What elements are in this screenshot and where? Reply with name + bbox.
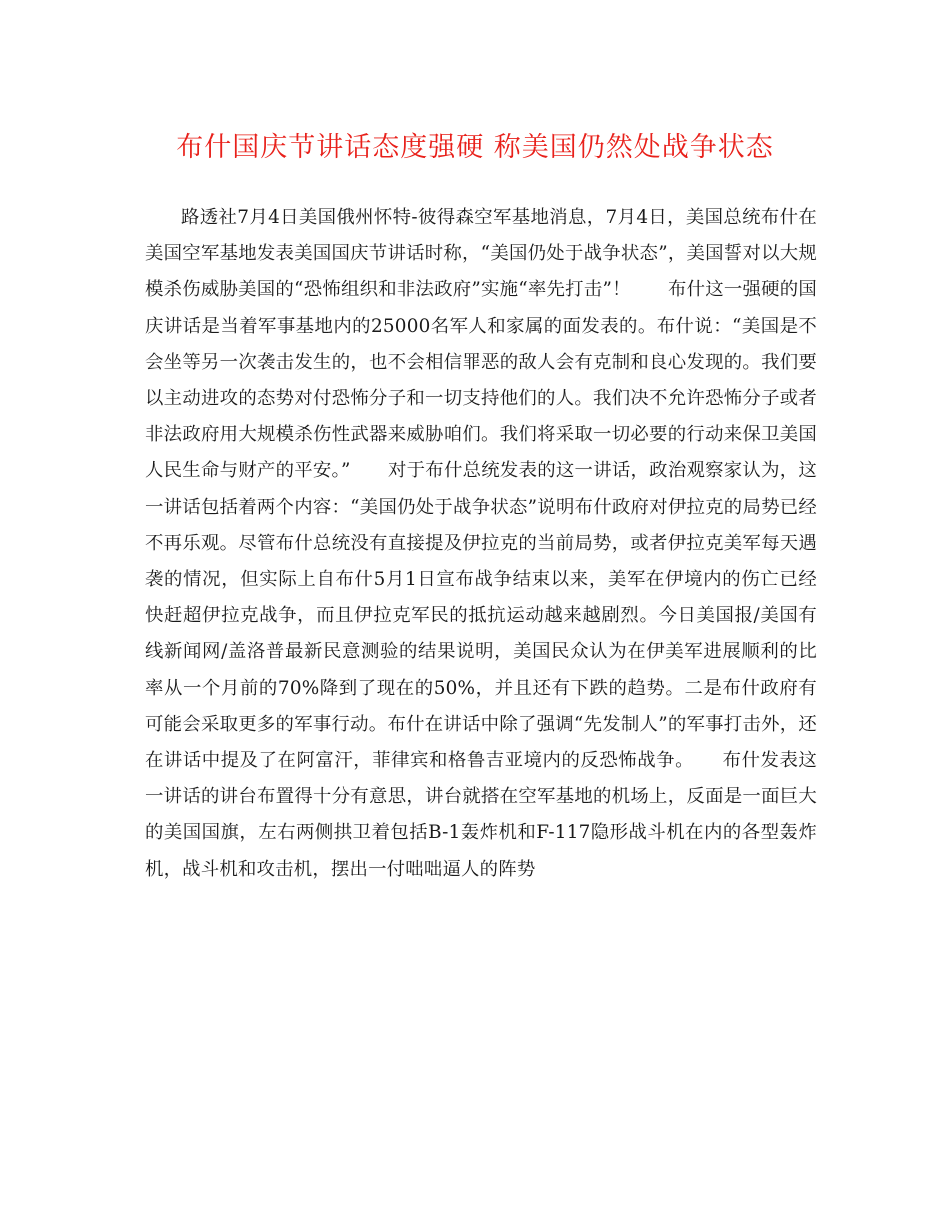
- article-body: 路透社7月4日美国俄州怀特-彼得森空军基地消息，7月4日，美国总统布什在美国空军基地发表美国国庆节讲话时称，“美国仍处于战争状态”，美国誓对以大规模杀伤威胁美国的“恐怖组织和非法政府”实施“率先打击”！ 布什这一强硬的国庆讲话是当着军事基地内的25000名军人和家属的面发表的。布什说：“美国是不会坐等另一次袭击发生的，也不会相信罪恶的敌人会有克制和良心发现的。我们要以主动进攻的态势对付恐怖分子和一切支持他们的人。我们决不允许恐怖分子或者非法政府用大规模杀伤性武器来威胁咱们。我们将采取一切必要的行动来保卫美国人民生命与财产的平安。” 对于布什总统发表的这一讲话，政治观察家认为，这一讲话包括着两个内容：“美国仍处于战争状态”说明布什政府对伊拉克的局势已经不再乐观。尽管布什总统没有直接提及伊拉克的当前局势，或者伊拉克美军每天遇袭的情况，但实际上自布什5月1日宣布战争结束以来，美军在伊境内的伤亡已经快赶超伊拉克战争，而且伊拉克军民的抵抗运动越来越剧烈。今日美国报/美国有线新闻网/盖洛普最新民意测验的结果说明，美国民众认为在伊美军进展顺利的比率从一个月前的70%降到了现在的50%，并且还有下跌的趋势。二是布什政府有可能会采取更多的军事行动。布什在讲话中除了强调“先发制人”的军事打击外，还在讲话中提及了在阿富汗，菲律宾和格鲁吉亚境内的反恐怖战争。 布什发表这一讲话的讲台布置得十分有意思，讲台就搭在空军基地的机场上，反面是一面巨大的美国国旗，左右两侧拱卫着包括B-1轰炸机和F-117隐形战斗机在内的各型轰炸机，战斗机和攻击机，摆出一付咄咄逼人的阵势: [145, 207, 817, 880]
- document-title: 布什国庆节讲话态度强硬 称美国仍然处战争状态: [176, 132, 774, 163]
